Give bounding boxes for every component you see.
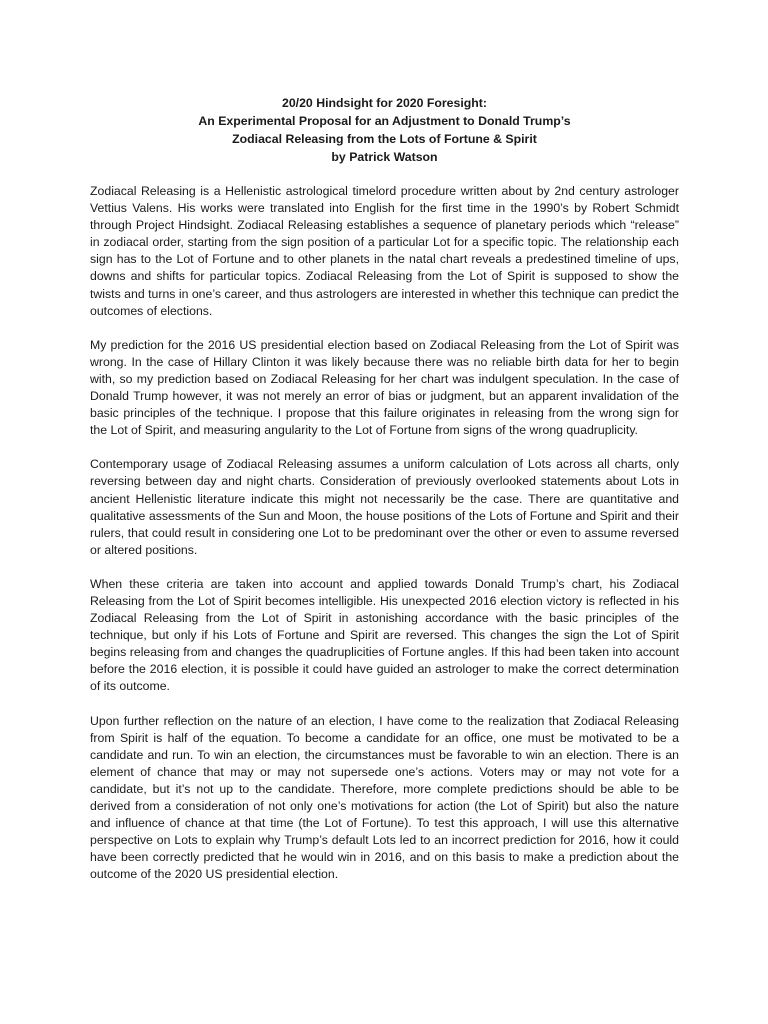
paragraph-reflection: Upon further reflection on the nature of an election, I have come to the realization that Zodiacal Releasing from Spirit is half of the equation. To become a candidate for an office, one must be motivated to be a candidate and run. To win an election, the circumstances must be favorable to win an election. There is an element of chance that may or may not supersede one’s actions. Voters may or may not vote for a candidate, but it’s not up to the candidate. Therefore, more complete predictions should be able to be derived from a consideration of not only one’s motivations for action (the Lot of Spirit) but also the nature and influence of chance at that time (the Lot of Fortune). To test this approach, I will use this alternative perspective on Lots to explain why Trump’s default Lots led to an incorrect prediction for 2016, how it could have been correctly predicted that he would win in 2016, and on this basis to make a prediction about the outcome of the 2020 US presidential election. (90, 713, 679, 882)
paragraph-criteria: When these criteria are taken into account and applied towards Donald Trump’s chart, his Zodiacal Releasing from the Lot of Spirit becomes intelligible. His unexpected 2016 election victory is reflected in his Zodiacal Releasing from the Lot of Spirit in astonishing accordance with the basic principles of the technique, but only if his Lots of Fortune and Spirit are reversed. This changes the sign the Lot of Spirit begins releasing from and changes the quadruplicities of Fortune angles. If this had been taken into account before the 2016 election, it is possible it could have guided an astrologer to make the correct determination of its outcome. (90, 576, 679, 694)
document-page (90, 94, 679, 900)
paragraph-contemporary-usage: Contemporary usage of Zodiacal Releasing assumes a uniform calculation of Lots across all charts, only reversing between day and night charts. Consideration of previously overlooked statements about Lots in ancient Hellenistic literature indicate this might not necessarily be the case. There are quantitative and qualitative assessments of the Sun and Moon, the house positions of the Lots of Fortune and Spirit and their rulers, that could result in considering one Lot to be predominant over the other or even to assume reversed or altered positions. (90, 457, 679, 557)
document-title (90, 94, 679, 166)
author-line: by Patrick Watson (331, 150, 438, 164)
title-line-2: An Experimental Proposal for an Adjustment to Donald Trump’s (198, 114, 571, 128)
paragraph-prediction: My prediction for the 2016 US presidential election based on Zodiacal Releasing from the Lot of Spirit was wrong. In the case of Hillary Clinton it was likely because there was no reliable birth data for her to begin with, so my prediction based on Zodiacal Releasing for her chart was indulgent speculation. In the case of Donald Trump however, it was not merely an error of bias or judgment, but an apparent invalidation of the basic principles of the technique. I propose that this failure originates in releasing from the wrong sign for the Lot of Spirit, and measuring angularity to the Lot of Fortune from signs of the wrong quadruplicity. (90, 337, 679, 438)
title-line-1: 20/20 Hindsight for 2020 Foresight: (282, 96, 487, 110)
paragraph-intro: Zodiacal Releasing is a Hellenistic astrological timelord procedure written about by 2nd century astrologer Vettius Valens. His works were translated into English for the first time in the 1990’s by Robert Schmidt through Project Hindsight. Zodiacal Releasing establishes a sequence of planetary periods which “release” in zodiacal order, starting from the sign position of a particular Lot for a specific topic. The relationship each sign has to the Lot of Fortune and to other planets in the natal chart reveals a predestined timeline of ups, downs and shifts for particular topics. Zodiacal Releasing from the Lot of Spirit is supposed to show the twists and turns in one’s career, and thus astrologers are interested in whether this technique can predict the outcomes of elections. (90, 184, 679, 318)
title-line-3: Zodiacal Releasing from the Lots of Fortune & Spirit (232, 132, 537, 146)
